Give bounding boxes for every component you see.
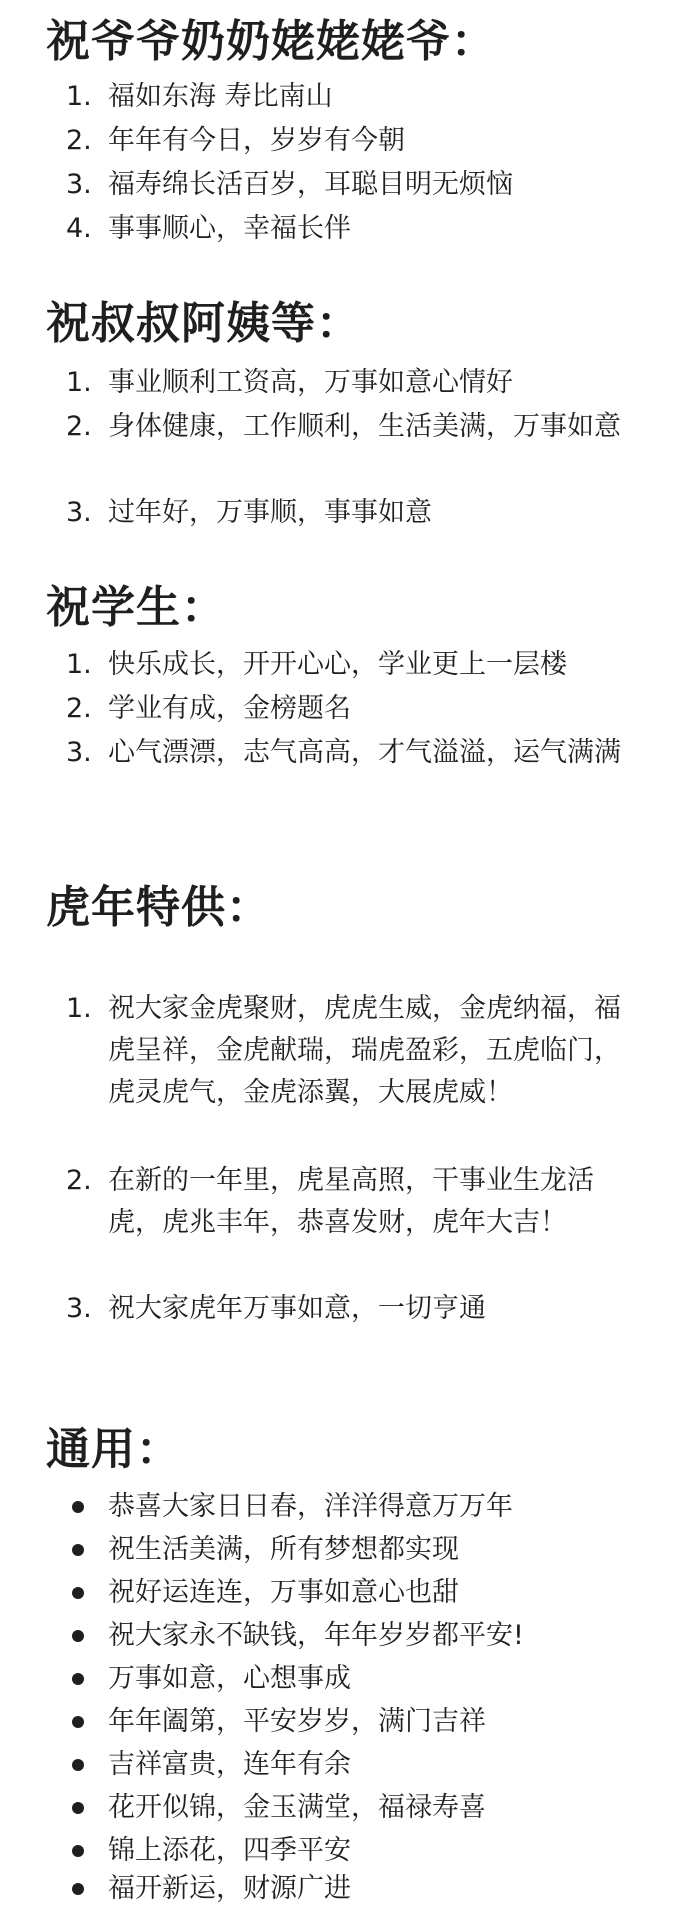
item-number: 1.	[66, 993, 92, 1024]
item-text: 福如东海 寿比南山	[108, 81, 333, 112]
item-text: 祝好运连连，万事如意心也甜	[108, 1577, 459, 1608]
section-heading: 通用：	[46, 1424, 181, 1475]
item-text: 祝大家永不缺钱，年年岁岁都平安!	[108, 1620, 524, 1651]
item-number: 3.	[66, 737, 92, 768]
item-text: 祝生活美满，所有梦想都实现	[108, 1534, 459, 1565]
section-heading: 虎年特供：	[46, 882, 271, 933]
item-text: 在新的一年里，虎星高照，干事业生龙活虎，虎兆丰年，恭喜发财，虎年大吉！	[108, 1165, 594, 1238]
bullet-dot	[72, 1802, 84, 1814]
item-number: 1.	[66, 367, 92, 398]
item-number: 2.	[66, 693, 92, 724]
item-text: 祝大家虎年万事如意，一切亨通	[108, 1293, 486, 1324]
item-text: 快乐成长，开开心心，学业更上一层楼	[108, 649, 567, 680]
item-text: 万事如意，心想事成	[108, 1663, 351, 1694]
bullet-dot	[72, 1716, 84, 1728]
item-text: 过年好，万事顺，事事如意	[108, 497, 432, 528]
item-text: 事业顺利工资高，万事如意心情好	[108, 367, 513, 398]
item-number: 3.	[66, 169, 92, 200]
item-text: 吉祥富贵，连年有余	[108, 1749, 351, 1780]
bullet-dot	[72, 1587, 84, 1599]
item-number: 3.	[66, 497, 92, 528]
item-text: 花开似锦，金玉满堂，福禄寿喜	[108, 1792, 486, 1823]
item-number: 2.	[66, 125, 92, 156]
bullet-dot	[72, 1673, 84, 1685]
item-text: 年年阖第，平安岁岁，满门吉祥	[108, 1706, 486, 1737]
item-number: 4.	[66, 213, 92, 244]
item-number: 1.	[66, 81, 92, 112]
section-heading: 祝学生：	[46, 582, 226, 633]
section-heading: 祝爷爷奶奶姥姥姥爷：	[46, 16, 496, 67]
bullet-dot	[72, 1845, 84, 1857]
item-text: 身体健康，工作顺利，生活美满，万事如意	[108, 411, 621, 442]
item-number: 2.	[66, 411, 92, 442]
section-heading: 祝叔叔阿姨等：	[46, 298, 361, 349]
item-text: 福寿绵长活百岁，耳聪目明无烦恼	[108, 169, 513, 200]
bullet-dot	[72, 1544, 84, 1556]
item-text: 心气漂漂，志气高高，才气溢溢，运气满满	[108, 737, 621, 768]
bullet-dot	[72, 1883, 84, 1895]
item-number: 2.	[66, 1165, 92, 1196]
item-text: 锦上添花，四季平安	[108, 1835, 351, 1866]
item-text: 年年有今日，岁岁有今朝	[108, 125, 405, 156]
item-text: 祝大家金虎聚财，虎虎生威，金虎纳福，福虎呈祥，金虎献瑞，瑞虎盈彩，五虎临门，虎灵虎气，金虎添翼，大展虎威！	[108, 993, 621, 1108]
item-number: 1.	[66, 649, 92, 680]
bullet-dot	[72, 1501, 84, 1513]
bullet-dot	[72, 1759, 84, 1771]
item-text: 福开新运，财源广进	[108, 1873, 351, 1904]
item-text: 学业有成，金榜题名	[108, 693, 351, 724]
bullet-dot	[72, 1630, 84, 1642]
item-number: 3.	[66, 1293, 92, 1324]
item-text: 事事顺心，幸福长伴	[108, 213, 351, 244]
item-text: 恭喜大家日日春，洋洋得意万万年	[108, 1491, 513, 1522]
